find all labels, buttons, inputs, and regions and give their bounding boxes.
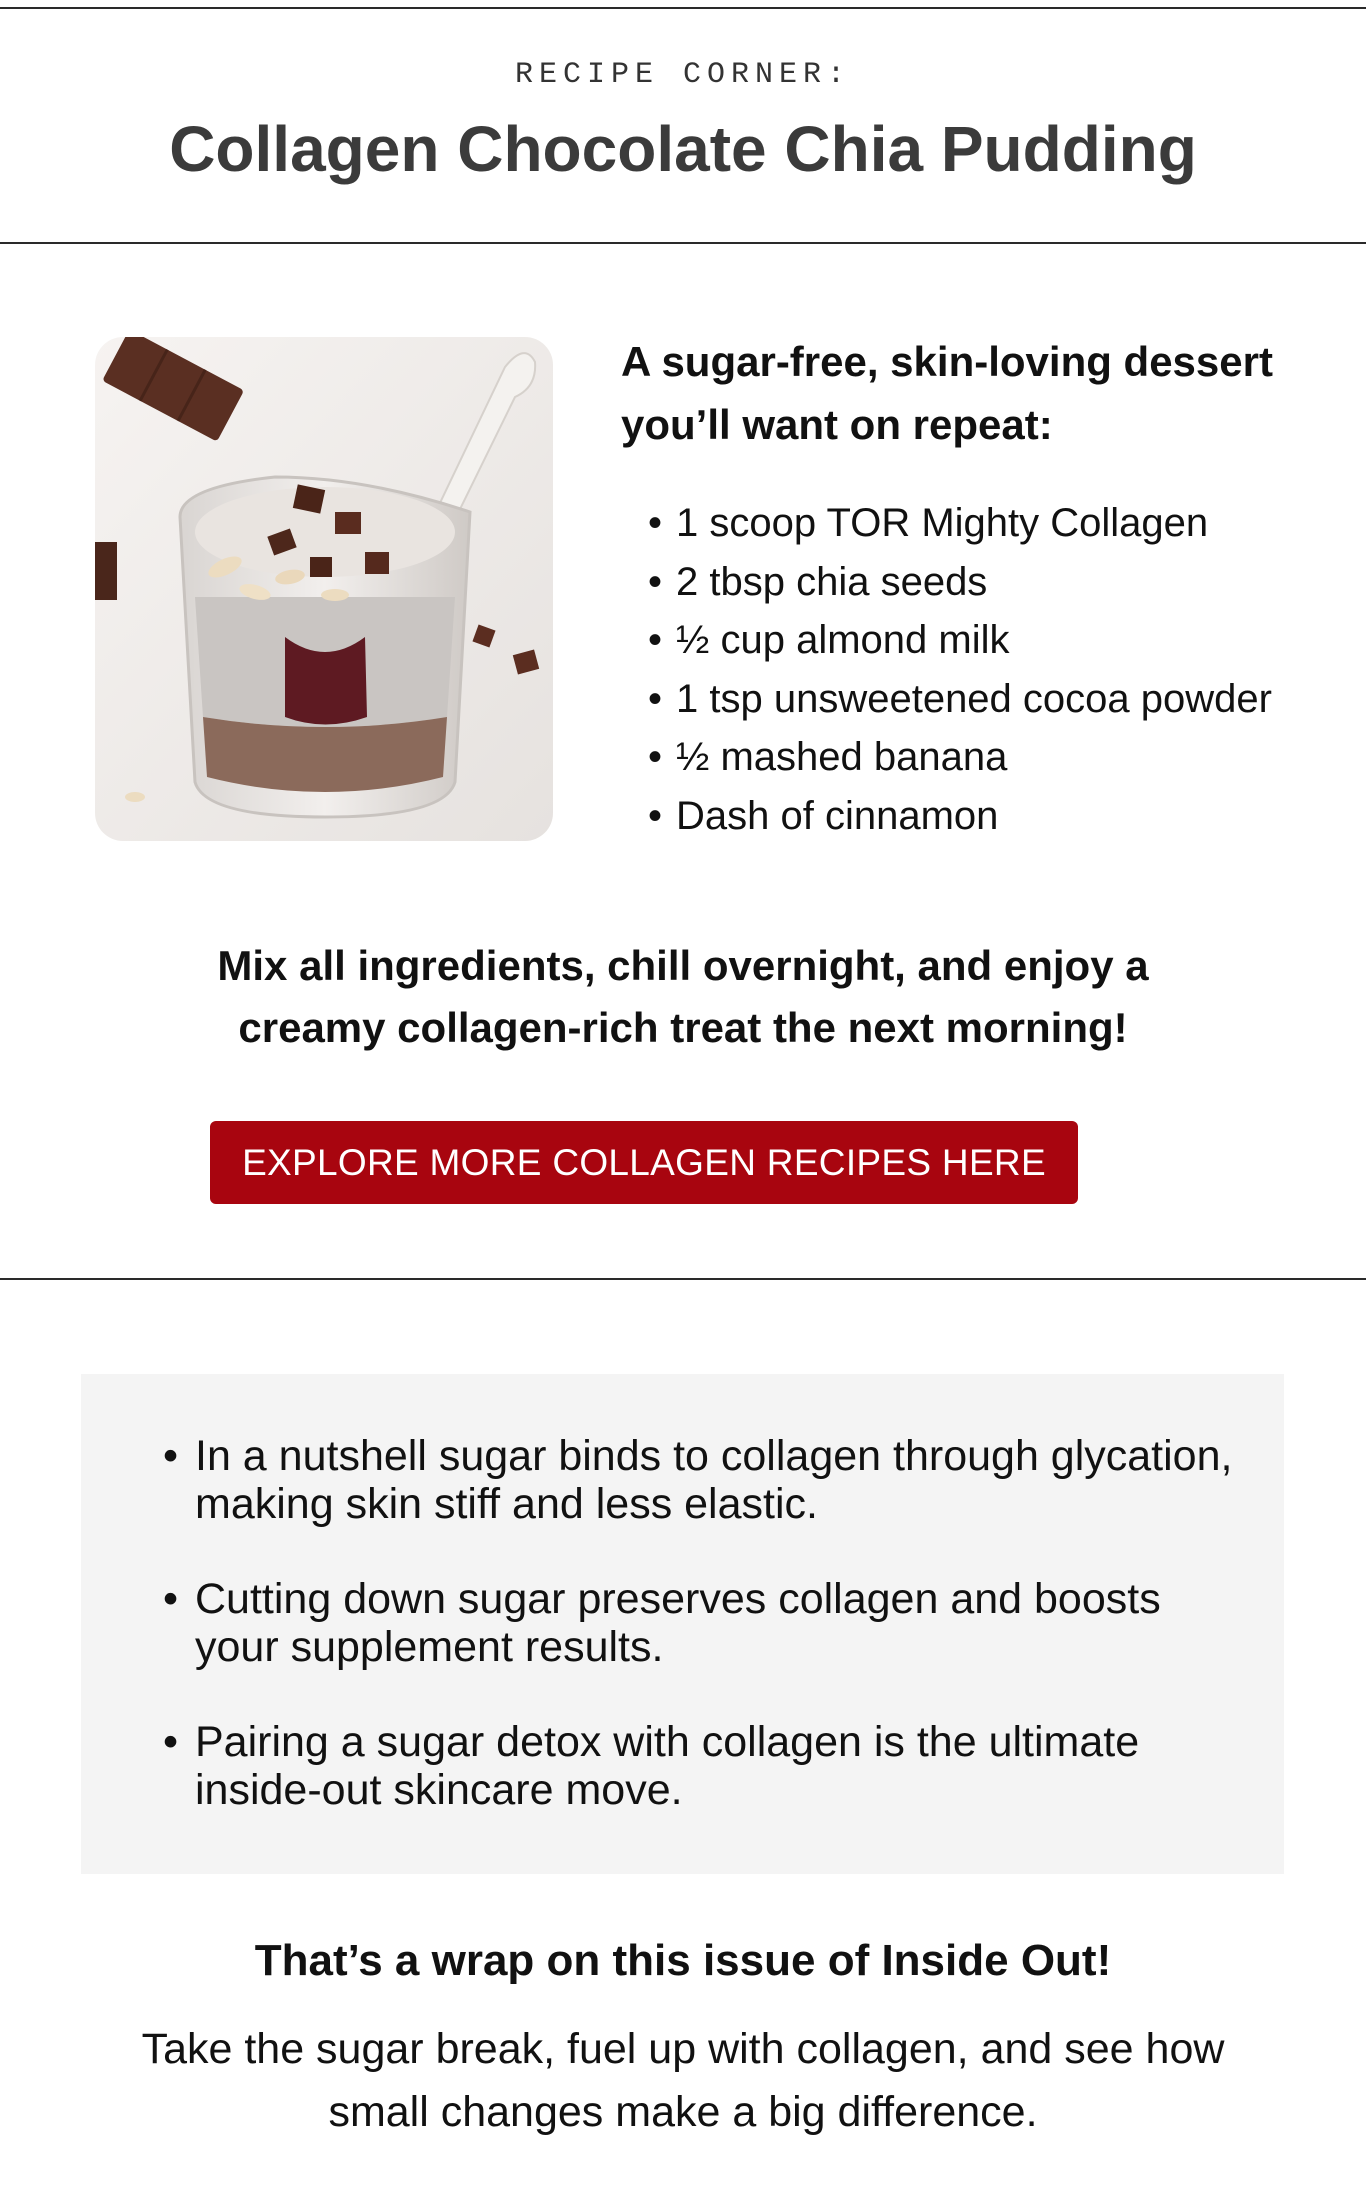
summary-box bbox=[81, 1374, 1284, 1874]
ingredient-list bbox=[648, 494, 1366, 846]
ingredient-item: • ½ mashed banana bbox=[648, 728, 1366, 787]
pudding-photo bbox=[95, 337, 553, 841]
summary-list bbox=[163, 1432, 1243, 1861]
explore-recipes-button[interactable]: EXPLORE MORE COLLAGEN RECIPES HERE bbox=[210, 1121, 1078, 1204]
recipe-title: Collagen Chocolate Chia Pudding bbox=[169, 113, 1197, 185]
summary-point: • In a nutshell sugar binds to collagen through glycation, making skin stiff and less elastic. bbox=[163, 1432, 1243, 1528]
ingredient-item: • 2 tbsp chia seeds bbox=[648, 553, 1366, 612]
ingredient-item: • ½ cup almond milk bbox=[648, 611, 1366, 670]
ingredient-item: • Dash of cinnamon bbox=[648, 787, 1366, 846]
section-divider bbox=[0, 1278, 1366, 1280]
section-eyebrow: RECIPE CORNER: bbox=[514, 58, 852, 92]
recipe-intro: A sugar-free, skin-loving dessert you’ll want on repeat: bbox=[621, 338, 1273, 448]
closing-title: That’s a wrap on this issue of Inside Out! bbox=[254, 1936, 1112, 1985]
ingredient-item: • 1 tsp unsweetened cocoa powder bbox=[648, 670, 1366, 729]
header-divider bbox=[0, 242, 1366, 244]
closing-text: Take the sugar break, fuel up with collagen, and see how small changes make a big difference. bbox=[141, 2025, 1225, 2136]
top-divider bbox=[0, 7, 1366, 9]
ingredient-item: • 1 scoop TOR Mighty Collagen bbox=[648, 494, 1366, 553]
summary-point: • Pairing a sugar detox with collagen is the ultimate inside-out skincare move. bbox=[163, 1718, 1243, 1814]
summary-point: • Cutting down sugar preserves collagen and boosts your supplement results. bbox=[163, 1575, 1243, 1671]
recipe-instructions: Mix all ingredients, chill overnight, and enjoy a creamy collagen-rich treat the next morning! bbox=[217, 942, 1149, 1051]
